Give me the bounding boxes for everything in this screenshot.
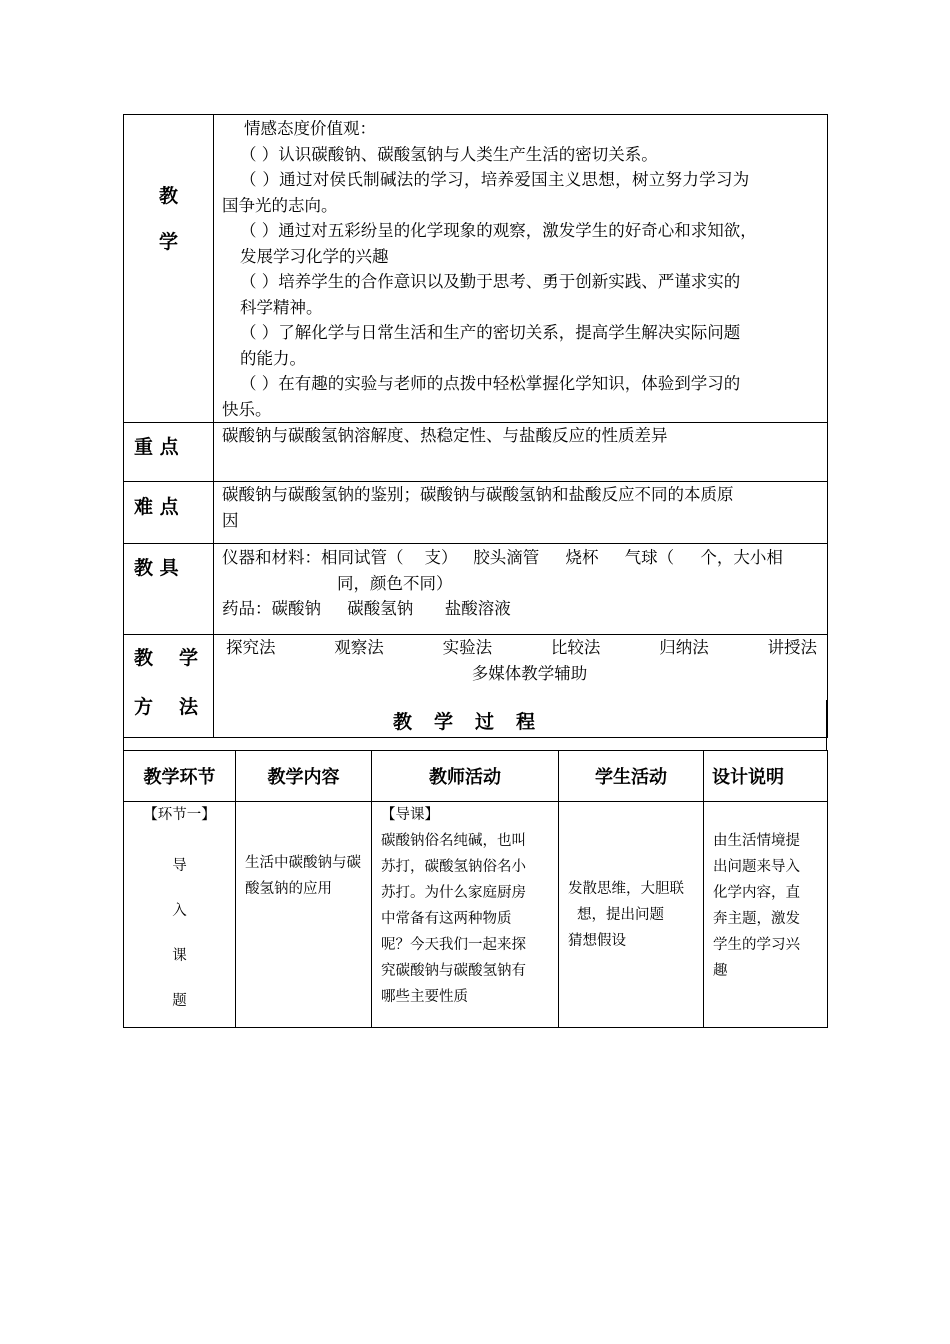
process-header-row	[124, 751, 828, 802]
design-line: 学生的学习兴	[713, 937, 800, 953]
stage-tag: 【环节一】	[143, 807, 216, 823]
difficulties-line: 因	[222, 510, 239, 530]
header-content: 教学内容	[236, 751, 372, 802]
objective-item-cont: 快乐。	[222, 399, 272, 419]
stage-char: 导	[172, 858, 187, 874]
header-teacher: 教师活动	[372, 751, 559, 802]
method-item: 观察法	[334, 638, 384, 657]
difficulties-row	[124, 482, 828, 544]
teacher-line: 苏打。为什么家庭厨房	[381, 885, 526, 901]
student-line: 发散思维，大胆联	[568, 881, 684, 897]
objective-item: （ ）培养学生的合作意识以及勤于思考、勇于创新实践、严谨求实的	[240, 272, 741, 291]
key-points-label: 重 点	[124, 423, 214, 482]
methods-label-char: 方	[134, 696, 154, 718]
objectives-label-2: 学	[159, 231, 179, 253]
tools-content	[214, 544, 828, 635]
tools-line: 同，颜色不同）	[337, 573, 453, 593]
stage-char: 题	[172, 993, 187, 1009]
methods-extra: 多媒体教学辅助	[471, 663, 588, 683]
methods-label-char: 学	[179, 647, 199, 669]
objective-item: （ ）在有趣的实验与老师的点拨中轻松掌握化学知识，体验到学习的	[240, 374, 741, 393]
teacher-line: 呢？今天我们一起来探	[381, 937, 526, 953]
key-points-row	[124, 423, 828, 482]
stage-char: 入	[172, 903, 187, 919]
objective-item: （ ）通过对侯氏制碱法的学习，培养爱国主义思想，树立努力学习为	[240, 170, 750, 189]
student-line: 想，提出问题	[577, 907, 664, 923]
method-item: 探究法	[226, 638, 276, 657]
teacher-tag: 【导课】	[381, 807, 439, 823]
design-line: 化学内容，直	[713, 885, 800, 901]
objectives-content	[214, 115, 828, 423]
method-item: 比较法	[550, 638, 601, 657]
methods-list	[226, 635, 817, 661]
stage-chars	[124, 844, 235, 1024]
teacher-line: 哪些主要性质	[381, 989, 468, 1005]
objective-item-cont: 科学精神。	[240, 297, 323, 317]
header-design: 设计说明	[704, 751, 828, 802]
methods-label-char: 教	[134, 647, 154, 669]
objective-item: （ ）了解化学与日常生活和生产的密切关系，提高学生解决实际问题	[240, 323, 741, 342]
objectives-heading: 情感态度价值观：	[244, 119, 376, 138]
tools-line: 药品：碳酸钠 碳酸氢钠 盐酸溶液	[222, 599, 511, 618]
objectives-label-cell	[124, 115, 214, 423]
student-line: 猜想假设	[568, 933, 626, 949]
method-item: 归纳法	[659, 638, 709, 657]
teacher-line: 究碳酸钠与碳酸氢钠有	[381, 963, 526, 979]
difficulties-content	[214, 482, 828, 544]
process-row-1	[124, 802, 828, 1028]
method-item: 讲授法	[767, 638, 817, 657]
objective-item: （ ）认识碳酸钠、碳酸氢钠与人类生产生活的密切关系。	[240, 144, 658, 164]
design-line: 出问题来导入	[713, 859, 800, 875]
design-cell	[704, 802, 828, 1028]
methods-label-char: 法	[179, 696, 199, 718]
difficulties-line: 碳酸钠与碳酸氢钠的鉴别；碳酸钠与碳酸氢钠和盐酸反应不同的本质原	[222, 485, 734, 504]
stage-char: 课	[172, 948, 187, 964]
teacher-line: 苏打，碳酸氢钠俗名小	[381, 859, 526, 875]
objective-item-cont: 的能力。	[240, 348, 306, 368]
content-cell: 生活中碳酸钠与碳酸氢钠的应用	[236, 802, 372, 1028]
teacher-line: 碳酸钠俗名纯碱，也叫	[381, 833, 526, 849]
tools-line: 仪器和材料：相同试管（ 支） 胶头滴管 烧杯 气球（ 个，大小相	[222, 548, 783, 567]
objective-item-cont: 国争光的志向。	[222, 195, 338, 215]
objectives-row	[124, 115, 828, 423]
stage-cell	[124, 802, 236, 1028]
lesson-plan-top-table	[123, 114, 828, 738]
method-item: 实验法	[442, 638, 493, 657]
key-points-text: 碳酸钠与碳酸氢钠溶解度、热稳定性、与盐酸反应的性质差异	[214, 423, 828, 482]
objective-item-cont: 发展学习化学的兴趣	[240, 246, 389, 266]
teacher-line: 中常备有这两种物质	[381, 911, 512, 927]
design-line: 由生活情境提	[713, 833, 800, 849]
student-cell	[559, 802, 704, 1028]
objectives-label-1: 教	[159, 185, 179, 207]
tools-row	[124, 544, 828, 635]
teacher-cell	[372, 802, 559, 1028]
design-line: 趣	[713, 963, 728, 979]
process-table	[123, 750, 828, 1028]
header-stage: 教学环节	[124, 751, 236, 802]
objective-item: （ ）通过对五彩纷呈的化学现象的观察，激发学生的好奇心和求知欲，	[240, 221, 757, 240]
design-line: 奔主题，激发	[713, 911, 800, 927]
tools-label: 教 具	[124, 544, 214, 635]
header-student: 学生活动	[559, 751, 704, 802]
difficulties-label: 难 点	[124, 482, 214, 544]
process-title: 教学过程	[123, 700, 827, 750]
